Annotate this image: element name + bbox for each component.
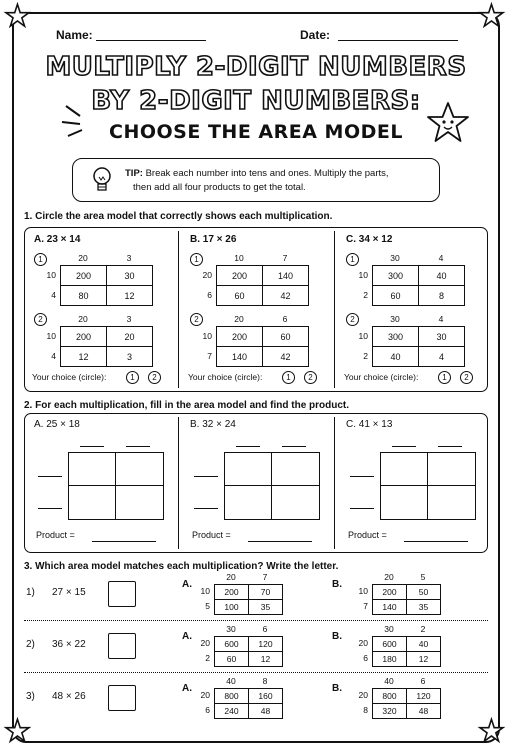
model-cell: 48 (249, 704, 283, 719)
area-model (214, 584, 283, 615)
choice-option-1[interactable]: 1 (438, 371, 451, 384)
area-model (372, 265, 465, 306)
area-model (214, 636, 283, 667)
model-cell: 12 (249, 652, 283, 667)
model-cell: 20 (107, 327, 153, 347)
model-top-label: 30 (390, 253, 400, 263)
model-top-label: 40 (384, 676, 394, 686)
divider (178, 417, 179, 549)
model-left-label: 7 (363, 601, 368, 611)
option-2-marker: 2 (346, 313, 359, 326)
left-blank[interactable] (350, 476, 374, 477)
model-cell: 42 (263, 347, 309, 367)
lightbulb-icon (91, 165, 113, 195)
model-cell: 160 (249, 689, 283, 704)
model-cell: 200 (61, 266, 107, 286)
section-3-heading: 3. Which area model matches each multiplication? Write the letter. (24, 561, 339, 572)
model-top-label: 6 (262, 624, 268, 634)
model-cell: 12 (107, 286, 153, 306)
section-1-box (24, 227, 488, 392)
model-top-label: 4 (438, 253, 444, 263)
choice-option-1[interactable]: 1 (282, 371, 295, 384)
model-cell: 40 (407, 637, 441, 652)
area-model (216, 265, 309, 306)
model-top-label: 4 (438, 314, 444, 324)
model-top-label: 20 (78, 314, 88, 324)
model-cell: 42 (263, 286, 309, 306)
model-cell: 200 (215, 585, 249, 600)
burst-lines-icon (60, 100, 100, 140)
row-number: 2) (26, 639, 35, 650)
tip-label: TIP: (125, 168, 143, 179)
choice-label: Your choice (circle): (32, 372, 107, 382)
model-cell: 80 (61, 286, 107, 306)
area-model (372, 636, 441, 667)
model-top-label: 30 (384, 624, 394, 634)
option-2-marker: 2 (34, 313, 47, 326)
model-top-label: 20 (226, 572, 236, 582)
model-cell: 60 (373, 286, 419, 306)
row-expression: 27 × 15 (52, 587, 86, 598)
name-label: Name: (56, 28, 93, 42)
model-left-label: 2 (363, 350, 368, 361)
area-model (372, 688, 441, 719)
model-cell: 3 (107, 347, 153, 367)
model-left-label: 2 (205, 653, 210, 663)
top-blank[interactable] (236, 446, 260, 447)
product-label: Product = (348, 530, 387, 540)
model-left-label: 6 (363, 653, 368, 663)
model-left-label: 4 (51, 350, 56, 361)
model-cell: 12 (61, 347, 107, 367)
title-line-1: MULTIPLY 2-DIGIT NUMBERS (45, 52, 467, 82)
model-left-label: 10 (46, 269, 56, 280)
option-letter: B. (332, 683, 342, 694)
model-left-label: 7 (207, 350, 212, 361)
problem-title: B. 32 × 24 (190, 419, 236, 430)
area-model (60, 326, 153, 367)
grid-line (427, 453, 428, 519)
area-model (216, 326, 309, 367)
model-top-label: 6 (420, 676, 426, 686)
model-top-label: 6 (282, 314, 288, 324)
model-cell: 40 (373, 347, 419, 367)
tip-text-2: then add all four products to get the total. (133, 182, 306, 193)
model-top-label: 20 (234, 314, 244, 324)
option-letter: A. (182, 683, 192, 694)
model-left-label: 6 (205, 705, 210, 715)
area-model (60, 265, 153, 306)
model-cell: 35 (249, 600, 283, 615)
top-blank[interactable] (80, 446, 104, 447)
top-blank[interactable] (438, 446, 462, 447)
product-blank[interactable] (404, 541, 468, 542)
model-cell: 200 (373, 585, 407, 600)
left-blank[interactable] (38, 476, 62, 477)
row-separator (24, 672, 488, 673)
model-cell: 4 (419, 347, 465, 367)
problem-title: A. 23 × 14 (34, 234, 81, 245)
model-cell: 35 (407, 600, 441, 615)
tip-text-1: Break each number into tens and ones. Multiply the parts, (145, 168, 389, 179)
grid-line (69, 485, 163, 486)
left-blank[interactable] (38, 508, 62, 509)
model-top-label: 5 (420, 572, 426, 582)
model-top-label: 7 (282, 253, 288, 263)
model-cell: 70 (249, 585, 283, 600)
product-label: Product = (192, 530, 231, 540)
model-cell: 140 (263, 266, 309, 286)
model-cell: 180 (373, 652, 407, 667)
area-model (372, 584, 441, 615)
choice-label: Your choice (circle): (344, 372, 419, 382)
model-top-label: 40 (226, 676, 236, 686)
empty-area-model[interactable] (380, 452, 476, 520)
model-cell: 60 (263, 327, 309, 347)
model-cell: 600 (373, 637, 407, 652)
left-blank[interactable] (194, 476, 218, 477)
choice-option-2[interactable]: 2 (460, 371, 473, 384)
product-blank[interactable] (248, 541, 312, 542)
model-cell: 600 (215, 637, 249, 652)
row-separator (24, 620, 488, 621)
model-top-label: 3 (126, 314, 132, 324)
left-blank[interactable] (350, 508, 374, 509)
model-left-label: 20 (200, 690, 210, 700)
option-letter: B. (332, 631, 342, 642)
model-left-label: 20 (358, 638, 368, 648)
divider (334, 231, 335, 388)
model-cell: 800 (373, 689, 407, 704)
model-cell: 200 (217, 327, 263, 347)
grid-line (271, 453, 272, 519)
model-cell: 300 (373, 266, 419, 286)
option-letter: A. (182, 631, 192, 642)
problem-title: C. 34 × 12 (346, 234, 393, 245)
divider (334, 417, 335, 549)
row-number: 1) (26, 587, 35, 598)
option-1-marker: 1 (190, 253, 203, 266)
model-cell: 200 (61, 327, 107, 347)
model-left-label: 10 (358, 586, 368, 596)
option-letter: B. (332, 579, 342, 590)
model-top-label: 20 (384, 572, 394, 582)
model-cell: 30 (419, 327, 465, 347)
area-model (372, 326, 465, 367)
model-left-label: 10 (358, 269, 368, 280)
model-top-label: 2 (420, 624, 426, 634)
empty-area-model[interactable] (224, 452, 320, 520)
model-cell: 200 (217, 266, 263, 286)
model-cell: 300 (373, 327, 419, 347)
grid-line (225, 485, 319, 486)
section-2-heading: 2. For each multiplication, fill in the area model and find the product. (24, 400, 350, 411)
product-label: Product = (36, 530, 75, 540)
option-1-marker: 1 (34, 253, 47, 266)
section-1-heading: 1. Circle the area model that correctly shows each multiplication. (24, 211, 333, 222)
model-left-label: 2 (363, 289, 368, 300)
model-left-label: 10 (200, 586, 210, 596)
divider (178, 231, 179, 388)
model-top-label: 20 (78, 253, 88, 263)
model-cell: 12 (407, 652, 441, 667)
model-top-label: 30 (226, 624, 236, 634)
model-left-label: 10 (46, 330, 56, 341)
model-top-label: 10 (234, 253, 244, 263)
model-cell: 120 (249, 637, 283, 652)
model-top-label: 3 (126, 253, 132, 263)
corner-star-icon: ★ (4, 715, 31, 748)
top-blank[interactable] (126, 446, 150, 447)
option-1-marker: 1 (346, 253, 359, 266)
model-cell: 140 (217, 347, 263, 367)
model-cell: 30 (107, 266, 153, 286)
model-top-label: 30 (390, 314, 400, 324)
answer-box[interactable] (108, 581, 136, 607)
model-cell: 100 (215, 600, 249, 615)
area-model (214, 688, 283, 719)
model-top-label: 7 (262, 572, 268, 582)
model-left-label: 6 (207, 289, 212, 300)
model-cell: 120 (407, 689, 441, 704)
corner-star-icon: ★ (4, 0, 31, 33)
smiling-star-icon (425, 100, 471, 146)
corner-star-icon: ★ (478, 0, 505, 33)
top-blank[interactable] (392, 446, 416, 447)
model-left-label: 10 (202, 330, 212, 341)
choice-label: Your choice (circle): (188, 372, 263, 382)
empty-area-model[interactable] (68, 452, 164, 520)
problem-title: C. 41 × 13 (346, 419, 393, 430)
row-number: 3) (26, 691, 35, 702)
model-cell: 60 (217, 286, 263, 306)
grid-line (115, 453, 116, 519)
model-cell: 48 (407, 704, 441, 719)
model-cell: 60 (215, 652, 249, 667)
model-left-label: 5 (205, 601, 210, 611)
title-line-3: CHOOSE THE AREA MODEL (109, 121, 403, 143)
choice-option-2[interactable]: 2 (304, 371, 317, 384)
left-blank[interactable] (194, 508, 218, 509)
model-top-label: 8 (262, 676, 268, 686)
title-line-2: BY 2-DIGIT NUMBERS: (91, 86, 421, 116)
choice-option-1[interactable]: 1 (126, 371, 139, 384)
model-cell: 50 (407, 585, 441, 600)
model-left-label: 8 (363, 705, 368, 715)
corner-star-icon: ★ (478, 715, 505, 748)
model-left-label: 10 (358, 330, 368, 341)
product-blank[interactable] (92, 541, 156, 542)
date-label: Date: (300, 28, 331, 42)
date-line[interactable] (338, 40, 458, 41)
model-cell: 40 (419, 266, 465, 286)
problem-title: B. 17 × 26 (190, 234, 237, 245)
model-left-label: 20 (202, 269, 212, 280)
row-expression: 36 × 22 (52, 639, 86, 650)
model-left-label: 4 (51, 289, 56, 300)
model-left-label: 20 (200, 638, 210, 648)
choice-option-2[interactable]: 2 (148, 371, 161, 384)
option-2-marker: 2 (190, 313, 203, 326)
model-left-label: 20 (358, 690, 368, 700)
option-letter: A. (182, 579, 192, 590)
top-blank[interactable] (282, 446, 306, 447)
model-cell: 800 (215, 689, 249, 704)
model-cell: 240 (215, 704, 249, 719)
model-cell: 140 (373, 600, 407, 615)
problem-title: A. 25 × 18 (34, 419, 80, 430)
name-line[interactable] (96, 40, 206, 41)
answer-box[interactable] (108, 685, 136, 711)
model-cell: 8 (419, 286, 465, 306)
model-cell: 320 (373, 704, 407, 719)
row-expression: 48 × 26 (52, 691, 86, 702)
answer-box[interactable] (108, 633, 136, 659)
grid-line (381, 485, 475, 486)
tip-box (72, 158, 440, 202)
